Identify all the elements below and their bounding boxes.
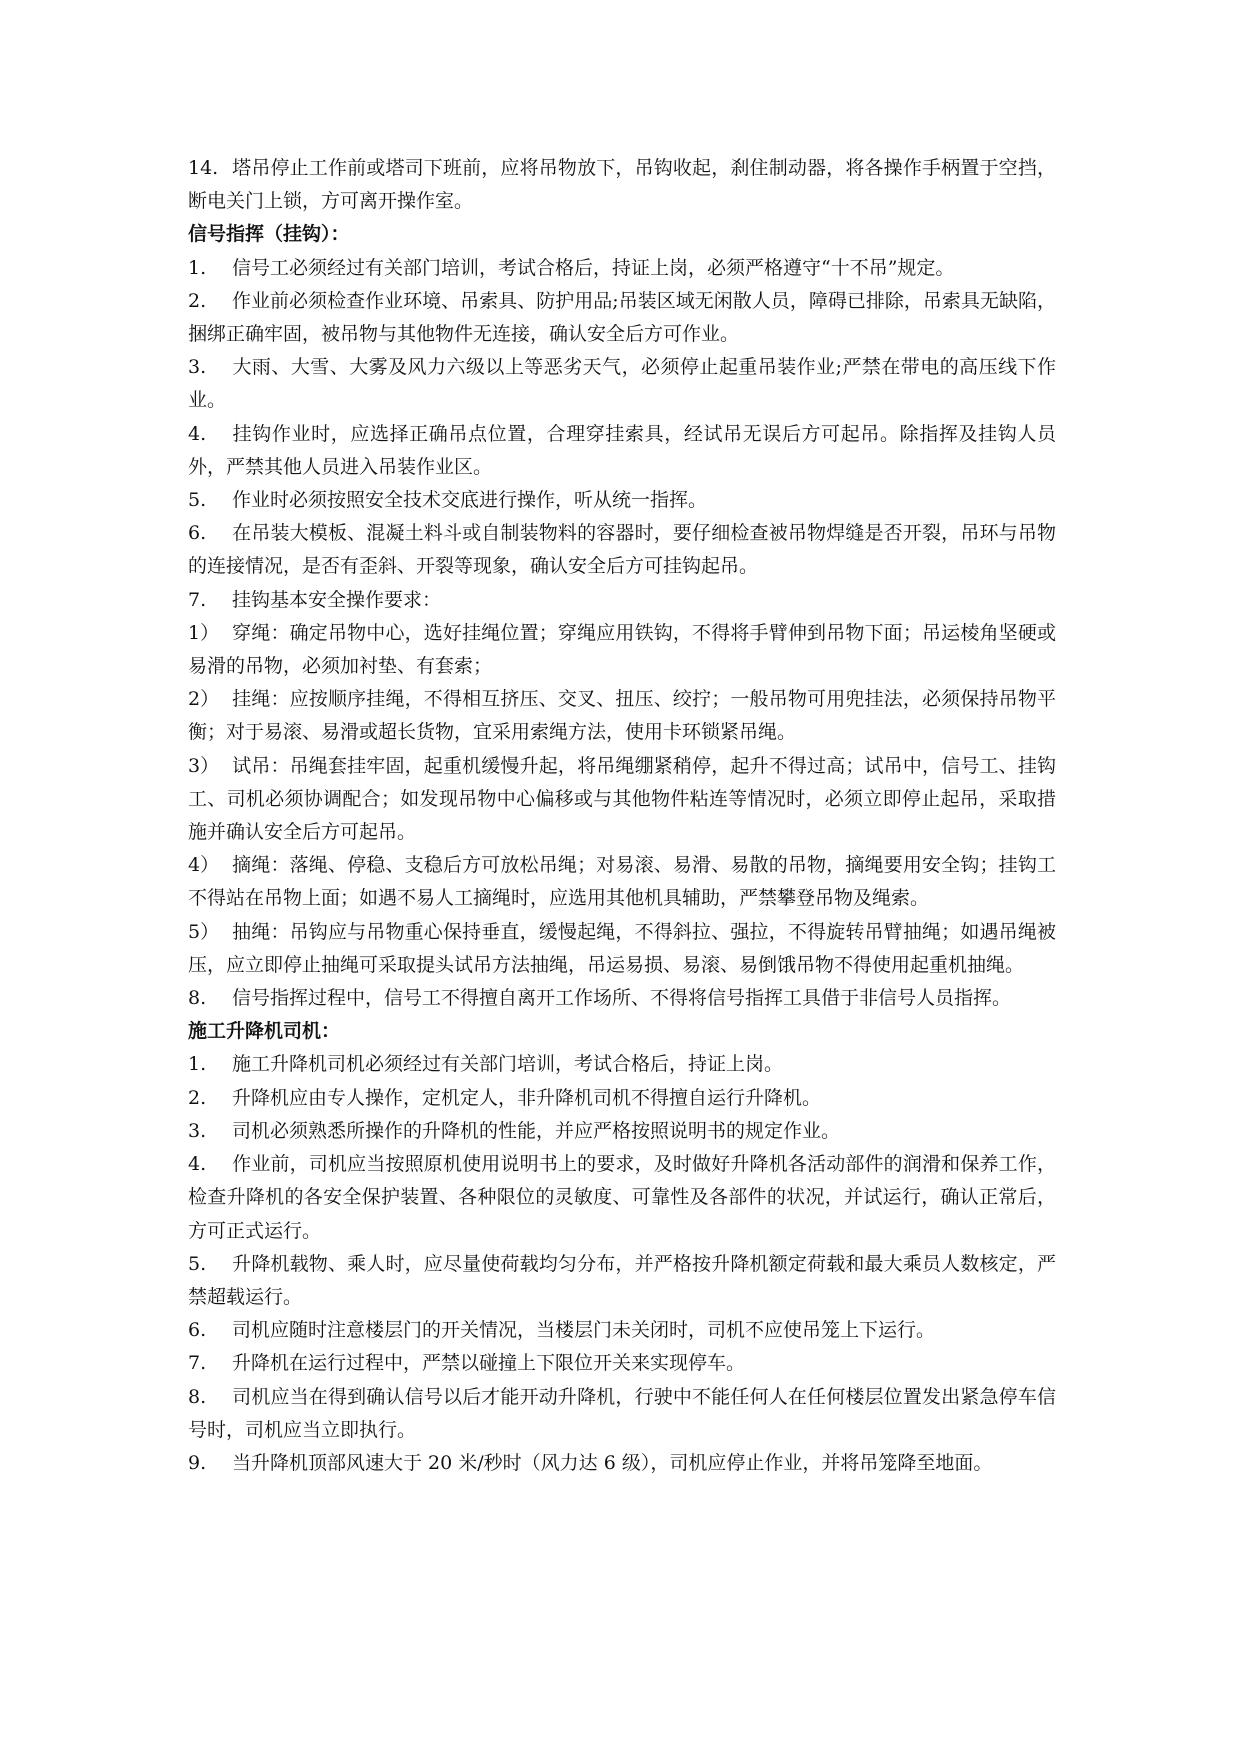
section-heading: 施工升降机司机： — [188, 1020, 341, 1043]
item-number: 5. — [188, 1252, 207, 1275]
item-text: 试吊：吊绳套挂牢固，起重机缓慢升起，将吊绳绷紧稍停，起升不得过高；试吊中，信号工、挂钩工、司机必须协调配合；如发现吊物中心偏移或与其他物件粘连等情况时，必须立即停止起吊，采取措施并确认安全后方可起吊。 — [188, 754, 1056, 844]
list-item — [188, 982, 1056, 1015]
section-signal-list — [188, 252, 1056, 1016]
item-number: 2. — [188, 1086, 207, 1109]
list-item — [188, 849, 1056, 915]
list-item — [188, 1082, 1056, 1115]
list-item — [188, 517, 1056, 583]
item-text: 塔吊停止工作前或塔司下班前，应将吊物放下，吊钩收起，刹住制动器，将各操作手柄置于空挡，断电关门上锁，方可离开操作室。 — [188, 157, 1056, 213]
item-text: 信号工必须经过有关部门培训，考试合格后，持证上岗，必须严格遵守“十不吊”规定。 — [232, 256, 955, 279]
item-number: 14. — [188, 157, 219, 179]
item-text: 升降机载物、乘人时，应尽量使荷载均匀分布，并严格按升降机额定荷载和最大乘员人数核定，严禁超载运行。 — [188, 1252, 1056, 1308]
document-page — [188, 152, 1056, 1480]
item-text: 作业前必须检查作业环境、吊索具、防护用品;吊装区域无闲散人员，障碍已排除，吊索具无缺陷，捆绑正确牢固，被吊物与其他物件无连接，确认安全后方可作业。 — [188, 289, 1056, 346]
item-text: 升降机应由专人操作，定机定人，非升降机司机不得擅自运行升降机。 — [232, 1086, 822, 1109]
item-text: 作业前，司机应当按照原机使用说明书上的要求，及时做好升降机各活动部件的润滑和保养工作，检查升降机的各安全保护装置、各种限位的灵敏度、可靠性及各部件的状况，并试运行，确认正常后，方可正式运行。 — [188, 1153, 1056, 1242]
item-number: 7. — [188, 588, 207, 611]
item-number: 7. — [188, 1352, 207, 1375]
item-number: 1. — [188, 256, 207, 279]
item-text: 挂绳：应按顺序挂绳，不得相互挤压、交叉、扭压、绞拧；一般吊物可用兜挂法，必须保持吊物平衡；对于易滚、易滑或超长货物，宜采用索绳方法，使用卡环锁紧吊绳。 — [188, 688, 1056, 744]
list-item — [188, 750, 1056, 850]
item-text: 抽绳：吊钩应与吊物重心保持垂直，缓慢起绳，不得斜拉、强拉，不得旋转吊臂抽绳；如遇吊绳被压，应立即停止抽绳可采取提头试吊方法抽绳，吊运易损、易滚、易倒饿吊物不得使用起重机抽绳。 — [188, 920, 1056, 976]
item-number: 4. — [188, 422, 207, 445]
item-number: 5） — [188, 920, 220, 943]
item-text: 施工升降机司机必须经过有关部门培训，考试合格后，持证上岗。 — [232, 1053, 784, 1076]
item-number: 6. — [188, 1319, 207, 1342]
list-item — [188, 584, 1056, 617]
item-number: 1） — [188, 621, 220, 644]
item-text: 当升降机顶部风速大于 20 米/秒时（风力达 6 级），司机应停止作业，并将吊笼降至地面。 — [232, 1451, 993, 1474]
list-item — [188, 418, 1056, 484]
list-item — [188, 683, 1056, 749]
list-item — [188, 484, 1056, 517]
item-number: 4. — [188, 1153, 207, 1176]
item-number: 3） — [188, 754, 220, 777]
item-number: 1. — [188, 1053, 207, 1076]
list-item — [188, 1314, 1056, 1347]
item-text: 司机应随时注意楼层门的开关情况，当楼层门未关闭时，司机不应使吊笼上下运行。 — [232, 1319, 936, 1342]
item-text: 穿绳：确定吊物中心，选好挂绳位置；穿绳应用铁钩，不得将手臂伸到吊物下面；吊运棱角坚硬或易滑的吊物，必须加衬垫、有套索； — [188, 621, 1056, 678]
item-number: 3. — [188, 1119, 207, 1142]
item-number: 8. — [188, 987, 207, 1010]
list-item — [188, 916, 1056, 982]
list-item — [188, 1115, 1056, 1148]
item-text: 挂钩作业时，应选择正确吊点位置，合理穿挂索具，经试吊无误后方可起吊。除指挥及挂钩人员外，严禁其他人员进入吊装作业区。 — [188, 422, 1056, 478]
list-item — [188, 1347, 1056, 1380]
item-text: 司机应当在得到确认信号以后才能开动升降机，行驶中不能任何人在任何楼层位置发出紧急停车信号时，司机应当立即执行。 — [188, 1385, 1056, 1441]
section-heading: 信号指挥（挂钩）： — [188, 223, 350, 246]
item-text: 信号指挥过程中，信号工不得擅自离开工作场所、不得将信号指挥工具借于非信号人员指挥。 — [232, 987, 1012, 1010]
list-item — [188, 1447, 1056, 1480]
list-item — [188, 285, 1056, 351]
item-number: 5. — [188, 489, 207, 512]
list-item — [188, 617, 1056, 683]
item-text: 司机必须熟悉所操作的升降机的性能，并应严格按照说明书的规定作业。 — [232, 1119, 841, 1142]
list-item — [188, 1148, 1056, 1248]
section-hoist-list — [188, 1048, 1056, 1480]
item-number: 2） — [188, 688, 220, 711]
item-number: 6. — [188, 522, 207, 545]
item-text: 挂钩基本安全操作要求： — [232, 588, 442, 611]
list-item — [188, 1248, 1056, 1314]
list-item — [188, 252, 1056, 285]
list-item — [188, 351, 1056, 417]
item-number: 4） — [188, 854, 220, 877]
item-number: 2. — [188, 289, 207, 312]
item-text: 在吊装大模板、混凝土料斗或自制装物料的容器时，要仔细检查被吊物焊缝是否开裂，吊环与吊物的连接情况，是否有歪斜、开裂等现象，确认安全后方可挂钩起吊。 — [188, 522, 1056, 578]
list-item — [188, 1048, 1056, 1081]
item-text: 升降机在运行过程中，严禁以碰撞上下限位开关来实现停车。 — [232, 1352, 746, 1375]
item-number: 9. — [188, 1451, 207, 1474]
item-text: 摘绳：落绳、停稳、支稳后方可放松吊绳；对易滚、易滑、易散的吊物，摘绳要用安全钩；挂钩工不得站在吊物上面；如遇不易人工摘绳时，应选用其他机具辅助，严禁攀登吊物及绳索。 — [188, 854, 1056, 910]
item-text: 大雨、大雪、大雾及风力六级以上等恶劣天气，必须停止起重吊装作业;严禁在带电的高压线下作业。 — [188, 356, 1056, 412]
list-item — [188, 1381, 1056, 1447]
item-number: 3. — [188, 356, 207, 379]
list-item — [188, 152, 1056, 218]
item-text: 作业时必须按照安全技术交底进行操作，听从统一指挥。 — [232, 489, 708, 512]
item-number: 8. — [188, 1385, 207, 1408]
